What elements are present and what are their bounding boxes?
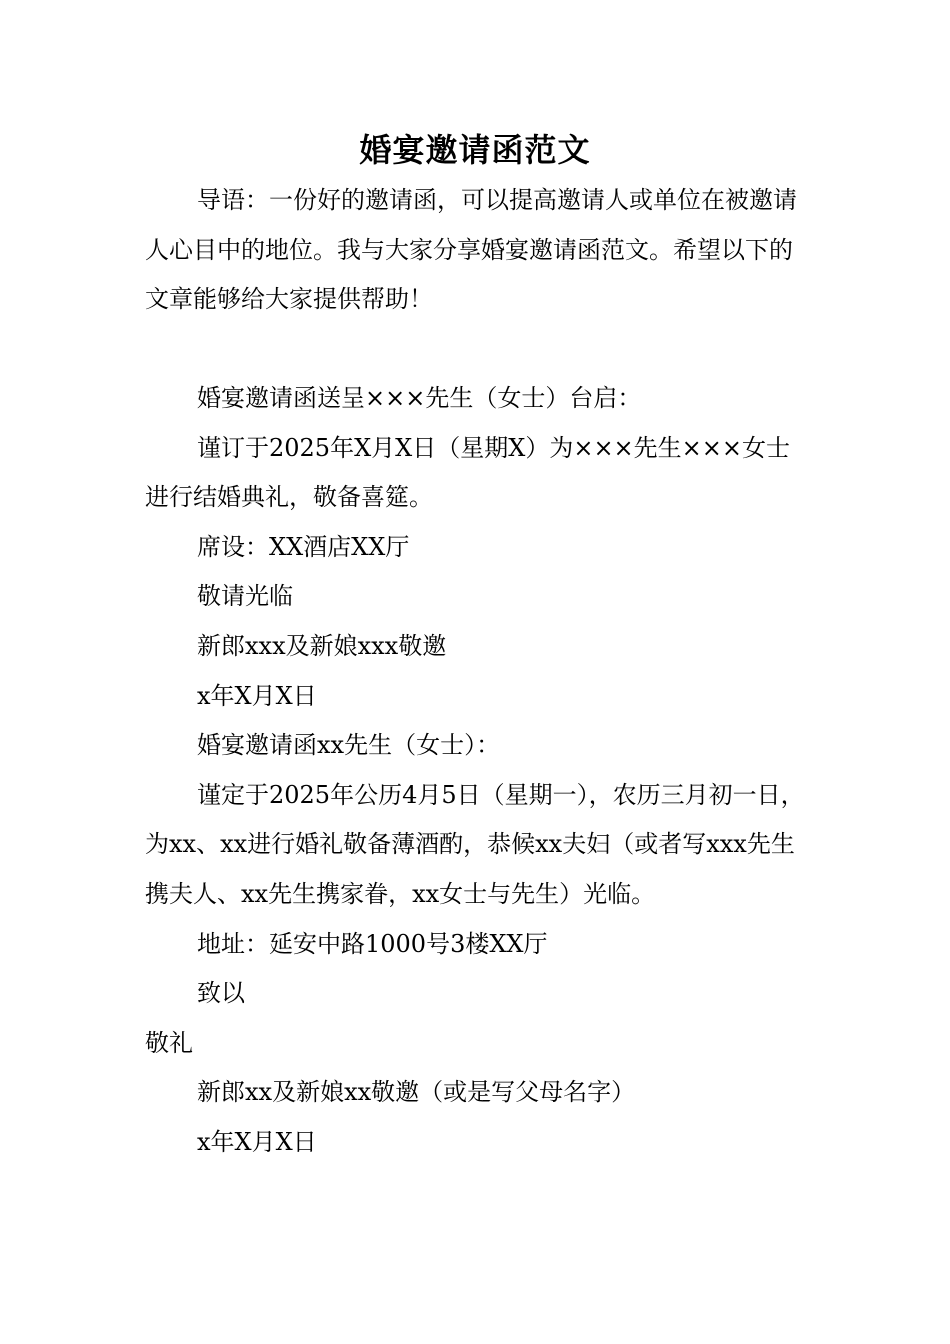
letter-paragraph: 致以 [197,979,245,1008]
document-title: 婚宴邀请函范文 [359,131,591,169]
letter-paragraph: 婚宴邀请函送呈×××先生（女士）台启： [197,384,642,412]
letter-body [145,374,810,1168]
letter-paragraph: 敬请光临 [197,582,293,611]
intro-block [145,176,810,325]
letter-paragraph: 婚宴邀请函xx先生（女士）： [197,731,501,760]
letter-paragraph: 谨定于2025年公历4月5日（星期一），农历三月初一日，为xx、xx进行婚礼敬备薄酒酌，恭候xx夫妇（或者写xxx先生携夫人、xx先生携家眷，xx女士与先生）光临。 [145,780,805,908]
letter-paragraph: 席设：XX酒店XX厅 [197,532,410,561]
letter-paragraph: 新郎xx及新娘xx敬邀（或是写父母名字） [197,1078,636,1107]
letter-paragraph: 谨订于2025年X月X日（星期X）为×××先生×××女士进行结婚典礼，敬备喜筵。 [145,433,790,512]
letter-paragraph: 地址：延安中路1000号3楼XX厅 [197,929,548,958]
letter-paragraph: 新郎xxx及新娘xxx敬邀 [197,631,447,660]
letter-paragraph: 敬礼 [145,1028,193,1057]
intro-paragraph: 导语：一份好的邀请函，可以提高邀请人或单位在被邀请人心目中的地位。我与大家分享婚宴邀请函范文。希望以下的文章能够给大家提供帮助！ [145,186,797,314]
letter-paragraph: x年X月X日 [197,1127,317,1156]
letter-paragraph: x年X月X日 [197,681,317,710]
